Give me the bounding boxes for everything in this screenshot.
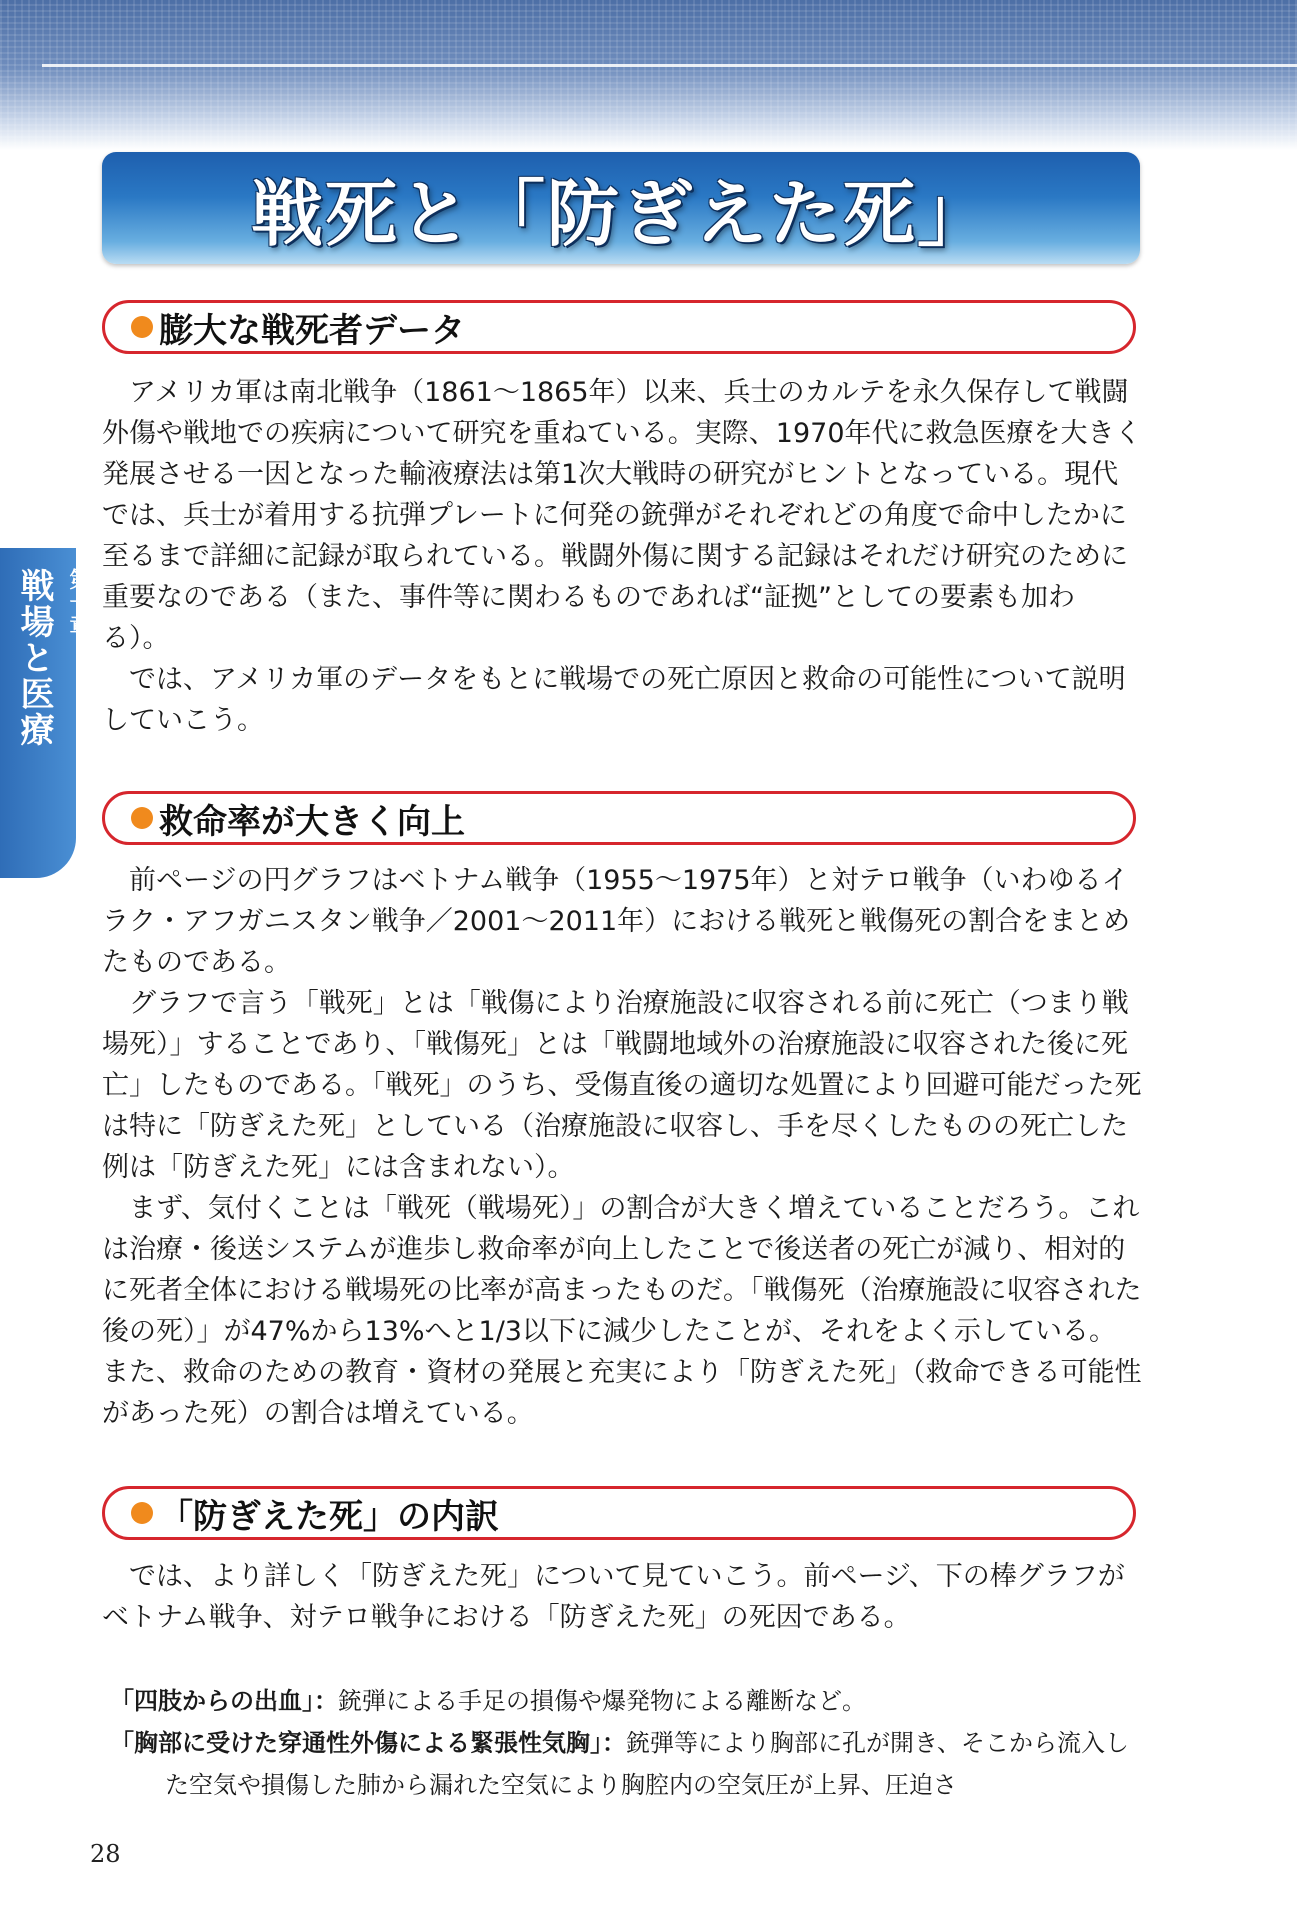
paragraph: アメリカ軍は南北戦争（1861～1865年）以来、兵士のカルテを永久保存して戦闘外傷や戦地での疾病について研究を重ねている。実際、1970年代に救急医療を大きく発展させる一因となった輸液療法は第1次大戦時の研究がヒントとなっている。現代では、兵士が着用する抗弾プレートに何発の銃弾がそれぞれどの角度で命中したかに至るまで詳細に記録が取られている。戦闘外傷に関する記録はそれだけ研究のために重要なのである（また、事件等に関わるものであれば“証拠”としての要素も加わる）。 bbox=[102, 377, 1142, 654]
section-heading-1 bbox=[102, 300, 1136, 354]
header-rule bbox=[42, 64, 1297, 67]
title-banner bbox=[102, 152, 1140, 264]
paragraph: 前ページの円グラフはベトナム戦争（1955～1975年）と対テロ戦争（いわゆるイラク・アフガニスタン戦争／2001～2011年）における戦死と戦傷死の割合をまとめたものである。 bbox=[102, 865, 1131, 978]
header-band bbox=[0, 0, 1297, 150]
page-title: 戦死と「防ぎえた死」 bbox=[250, 171, 991, 256]
section-heading-2 bbox=[102, 791, 1136, 845]
bullet-icon bbox=[131, 807, 153, 829]
definition-desc: 銃弾等により胸部に孔が開き、そこから流入した空気や損傷した肺から漏れた空気により胸腔内の空気圧が上昇、圧迫さ bbox=[165, 1729, 1130, 1799]
chapter-side-tab bbox=[0, 548, 91, 878]
chapter-number: 第一章 bbox=[66, 568, 91, 637]
paragraph: グラフで言う「戦死」とは「戦傷により治療施設に収容される前に死亡（つまり戦場死）」することであり、「戦傷死」とは「戦闘地域外の治療施設に収容された後に死亡」したものである。「戦死」のうち、受傷直後の適切な処置により回避可能だった死は特に「防ぎえた死」としている（治療施設に収容し、手を尽くしたものの死亡した例は「防ぎえた死」には含まれない）。 bbox=[102, 988, 1142, 1183]
paragraph: では、より詳しく「防ぎえた死」について見ていこう。前ページ、下の棒グラフがベトナム戦争、対テロ戦争における「防ぎえた死」の死因である。 bbox=[102, 1561, 1125, 1633]
section-body-2 bbox=[102, 860, 1142, 1434]
bullet-icon bbox=[131, 1502, 153, 1524]
paragraph: では、アメリカ軍のデータをもとに戦場での死亡原因と救命の可能性について説明していこう。 bbox=[102, 664, 1126, 736]
section-heading-3 bbox=[102, 1486, 1136, 1540]
definition-term: 「胸部に受けた穿通性外傷による緊張性気胸」： bbox=[110, 1729, 626, 1757]
definition-item bbox=[110, 1722, 1142, 1806]
definition-item bbox=[110, 1680, 1142, 1722]
chapter-title: 戦場と医療 bbox=[14, 568, 54, 748]
paragraph: まず、気付くことは「戦死（戦場死）」の割合が大きく増えていることだろう。これは治療・後送システムが進歩し救命率が向上したことで後送者の死亡が減り、相対的に死者全体における戦場死の比率が高まったものだ。「戦傷死（治療施設に収容された後の死）」が47%から13%へと1/3以下に減少したことが、それをよく示している。また、救命のための教育・資材の発展と充実により「防ぎえた死」（救命できる可能性があった死）の割合は増えている。 bbox=[102, 1193, 1142, 1429]
bullet-icon bbox=[131, 316, 153, 338]
definition-list bbox=[110, 1680, 1142, 1806]
definition-term: 「四肢からの出血」： bbox=[110, 1687, 338, 1715]
definition-desc: 銃弾による手足の損傷や爆発物による離断など。 bbox=[338, 1687, 866, 1715]
page-number: 28 bbox=[90, 1840, 121, 1868]
section-heading-text: 膨大な戦死者データ bbox=[159, 310, 465, 351]
section-heading-text: 救命率が大きく向上 bbox=[159, 801, 465, 842]
section-heading-text: 「防ぎえた死」の内訳 bbox=[159, 1496, 499, 1537]
section-body-1 bbox=[102, 372, 1142, 741]
section-body-3 bbox=[102, 1556, 1142, 1638]
